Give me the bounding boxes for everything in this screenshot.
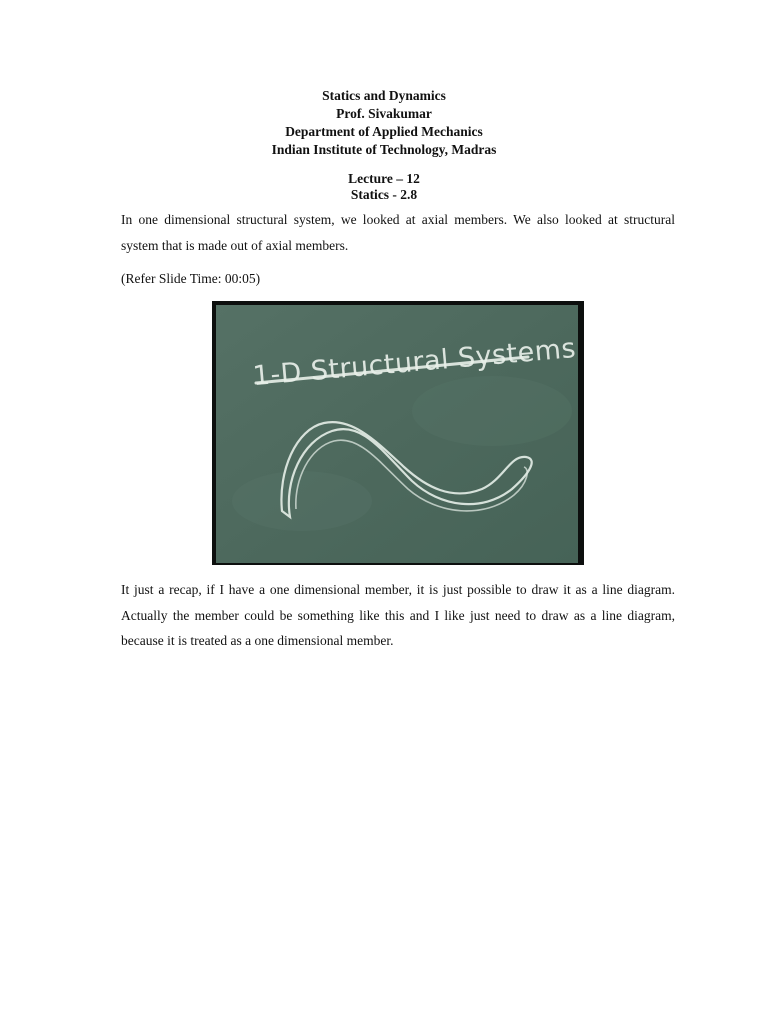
lecture-topic: Statics - 2.8 xyxy=(350,187,418,202)
recap-paragraph: It just a recap, if I have a one dimensional member, it is just possible to draw it as a line diagram. Actually the member could be something like this and I like just need to draw as a line diagram, because it is treated as a one dimensional member. xyxy=(121,582,675,648)
institute-name: Indian Institute of Technology, Madras xyxy=(271,142,497,157)
department-name: Department of Applied Mechanics xyxy=(285,124,483,139)
course-title: Statics and Dynamics xyxy=(322,88,446,103)
intro-paragraph: In one dimensional structural system, we looked at axial members. We also looked at structural system that is made out of axial members. xyxy=(121,212,675,253)
blackboard-slide-image xyxy=(212,301,584,565)
slide-time-reference: (Refer Slide Time: 00:05) xyxy=(121,271,261,286)
professor-name: Prof. Sivakumar xyxy=(336,106,432,121)
document-header xyxy=(0,87,768,159)
board-title-text: 1-D Structural Systems xyxy=(251,332,578,393)
lecture-heading xyxy=(0,171,768,203)
lecture-number: Lecture – 12 xyxy=(348,171,420,186)
